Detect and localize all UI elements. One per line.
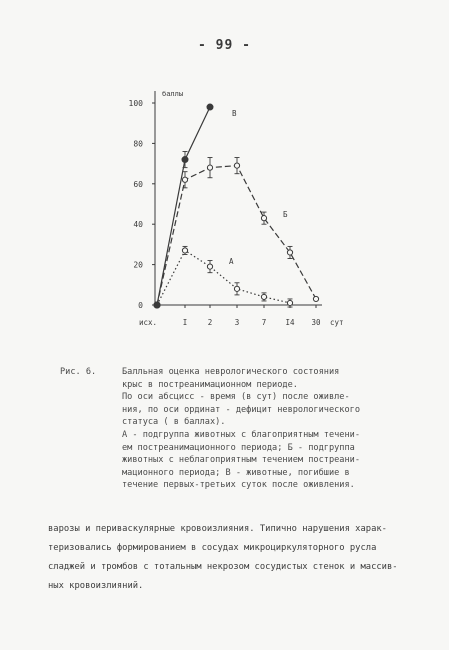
x-tick-label: I: [182, 318, 188, 327]
figure-caption: [60, 366, 420, 492]
series-line: [157, 250, 290, 305]
x-tick-label: 2: [207, 318, 213, 327]
data-point: [287, 250, 292, 255]
x-tick-label: 30: [311, 318, 321, 327]
caption-legend-line: мационного периода; В - животные, погибшие в: [122, 467, 350, 478]
data-point: [207, 165, 212, 170]
data-point: [234, 163, 239, 168]
caption-legend-line: ем постреанимационного периода; Б - подгруппа: [122, 442, 355, 453]
y-tick-label: 20: [133, 260, 143, 270]
data-point: [261, 294, 266, 299]
body-line: ных кровоизлияний.: [48, 581, 144, 591]
y-tick-label: 80: [133, 139, 143, 149]
data-point: [154, 302, 160, 308]
series-label: А: [229, 257, 234, 266]
data-point: [182, 177, 187, 182]
x-tick-label: исх.: [138, 318, 158, 327]
x-tick-label: I4: [285, 318, 295, 327]
caption-axes-line: По оси абсцисс - время (в сут) после оживле-: [122, 392, 350, 403]
caption-label: Рис. 6.: [60, 367, 97, 377]
y-axis-label: баллы: [162, 90, 184, 98]
data-point: [234, 286, 239, 291]
caption-legend-line: течение первых-третьих суток после оживления.: [122, 480, 355, 491]
data-point: [207, 264, 212, 269]
series-line: [157, 107, 210, 305]
page-number: - 99 -: [198, 38, 251, 53]
data-point: [207, 104, 213, 110]
x-tick-label: 7: [261, 318, 267, 327]
series-line: [157, 166, 316, 305]
caption-axes-line: ния, по оси ординат - дефицит неврологического: [122, 404, 360, 415]
data-point: [182, 248, 187, 253]
x-tick-label: 3: [234, 318, 240, 327]
y-tick-label: 0: [138, 301, 143, 310]
series-label: Б: [283, 210, 288, 219]
body-paragraph: [48, 520, 428, 596]
y-tick-label: 60: [133, 179, 143, 189]
body-line: сладжей и тромбов с тотальным некрозом сосудистых стенок и массив-: [48, 562, 398, 572]
body-line: теризовались формированием в сосудах микроциркуляторного русла: [48, 543, 377, 553]
y-tick-label: 100: [128, 99, 143, 108]
series-label: В: [232, 109, 237, 118]
data-point: [261, 216, 266, 221]
caption-title-line: крыс в постреанимационном периоде.: [122, 379, 298, 390]
caption-title-line: Балльная оценка неврологического состояния: [122, 367, 340, 377]
data-point: [313, 296, 318, 301]
data-point: [287, 300, 292, 305]
caption-legend-line: животных с неблагоприятным течением постреани-: [122, 455, 360, 466]
y-tick-label: 40: [133, 220, 143, 230]
caption-legend-line: А - подгруппа животных с благоприятным течени-: [122, 429, 360, 440]
caption-axes-line: статуса ( в баллах).: [122, 417, 226, 428]
x-axis-unit: сут: [330, 318, 344, 327]
body-line: варозы и периваскулярные кровоизлияния. Типично нарушения харак-: [48, 524, 387, 534]
data-point: [182, 157, 188, 163]
